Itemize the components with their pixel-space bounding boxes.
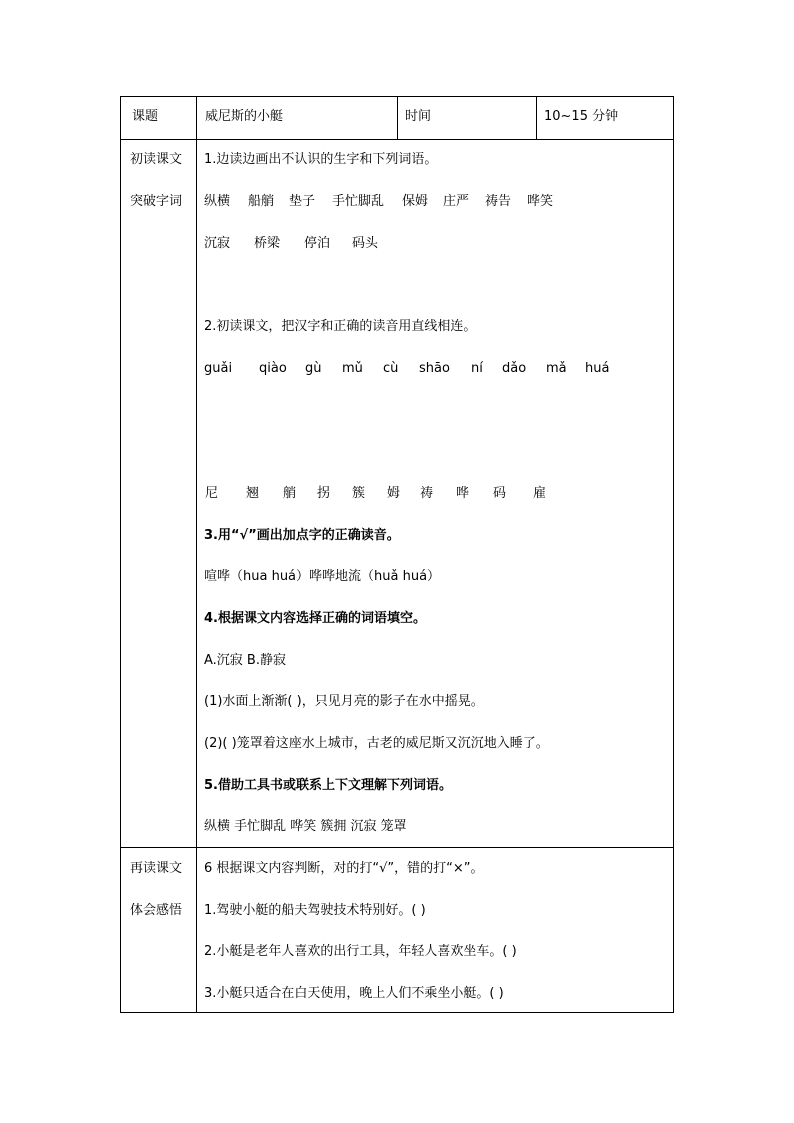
- q1-word: 船艄: [248, 194, 275, 209]
- pinyin-item: mǎ: [546, 361, 567, 376]
- section1-label-line1: 初读课文: [130, 152, 183, 167]
- section2-label-line1: 再读课文: [130, 861, 183, 876]
- character-item: 码: [493, 486, 507, 501]
- q1-word: 哗笑: [527, 194, 554, 209]
- character-item: 拐: [317, 486, 331, 501]
- pinyin-item: dǎo: [502, 361, 527, 376]
- q1-word: 手忙脚乱: [332, 194, 385, 209]
- time-label: 时间: [405, 109, 432, 124]
- q1-word: 祷告: [485, 194, 512, 209]
- column-divider: [196, 97, 197, 1012]
- character-item: 尼: [205, 486, 219, 501]
- q1-word: 码头: [352, 236, 379, 251]
- character-item: 簇: [352, 486, 366, 501]
- worksheet-table: [120, 96, 674, 1013]
- q3-content: 喧哗（hua huá）哗哗地流（huǎ huá）: [204, 569, 441, 584]
- question-5: 5.借助工具书或联系上下文理解下列词语。: [204, 778, 452, 793]
- pinyin-item: ní: [471, 361, 483, 376]
- q1-word: 纵横: [204, 194, 231, 209]
- question-3: 3.用“√”画出加点字的正确读音。: [204, 528, 400, 543]
- q5-words: 纵横 手忙脚乱 哗笑 簇拥 沉寂 笼罩: [204, 819, 407, 834]
- q1-word: 桥梁: [254, 236, 281, 251]
- row-divider: [121, 847, 673, 848]
- character-item: 姆: [387, 486, 401, 501]
- column-divider: [536, 97, 537, 139]
- q1-word: 庄严: [443, 194, 470, 209]
- q4-item-1: (1)水面上渐渐( )，只见月亮的影子在水中摇晃。: [204, 694, 484, 709]
- pinyin-item: mǔ: [342, 361, 363, 376]
- q1-word: 垫子: [289, 194, 316, 209]
- question-1: 1.边读边画出不认识的生字和下列词语。: [204, 152, 438, 167]
- character-item: 祷: [420, 486, 434, 501]
- pinyin-item: shāo: [419, 361, 450, 376]
- q6-item-2: 2.小艇是老年人喜欢的出行工具，年轻人喜欢坐车。( ): [204, 944, 517, 959]
- question-2: 2.初读课文，把汉字和正确的读音用直线相连。: [204, 319, 477, 334]
- row-divider: [121, 139, 673, 140]
- q1-word: 保姆: [402, 194, 429, 209]
- character-item: 艄: [283, 486, 297, 501]
- question-6: 6 根据课文内容判断，对的打“√”，错的打“×”。: [204, 861, 484, 876]
- q4-options: A.沉寂 B.静寂: [204, 653, 286, 668]
- topic-title: 威尼斯的小艇: [205, 109, 284, 124]
- character-item: 哗: [456, 486, 470, 501]
- section2-label-line2: 体会感悟: [130, 903, 183, 918]
- pinyin-item: qiào: [259, 361, 287, 376]
- character-item: 雇: [533, 486, 547, 501]
- character-item: 翘: [246, 486, 260, 501]
- pinyin-item: huá: [585, 361, 610, 376]
- pinyin-item: guǎi: [204, 361, 233, 376]
- q1-word: 停泊: [304, 236, 331, 251]
- topic-label: 课题: [132, 109, 159, 124]
- section1-label-line2: 突破字词: [130, 194, 183, 209]
- pinyin-item: cù: [383, 361, 399, 376]
- q6-item-3: 3.小艇只适合在白天使用，晚上人们不乘坐小艇。( ): [204, 986, 504, 1001]
- pinyin-item: gù: [305, 361, 322, 376]
- question-4: 4.根据课文内容选择正确的词语填空。: [204, 611, 426, 626]
- time-value: 10~15 分钟: [544, 109, 619, 124]
- q4-item-2: (2)( )笼罩着这座水上城市，古老的威尼斯又沉沉地入睡了。: [204, 736, 549, 751]
- q1-word: 沉寂: [204, 236, 231, 251]
- column-divider: [397, 97, 398, 139]
- q6-item-1: 1.驾驶小艇的船夫驾驶技术特别好。( ): [204, 903, 426, 918]
